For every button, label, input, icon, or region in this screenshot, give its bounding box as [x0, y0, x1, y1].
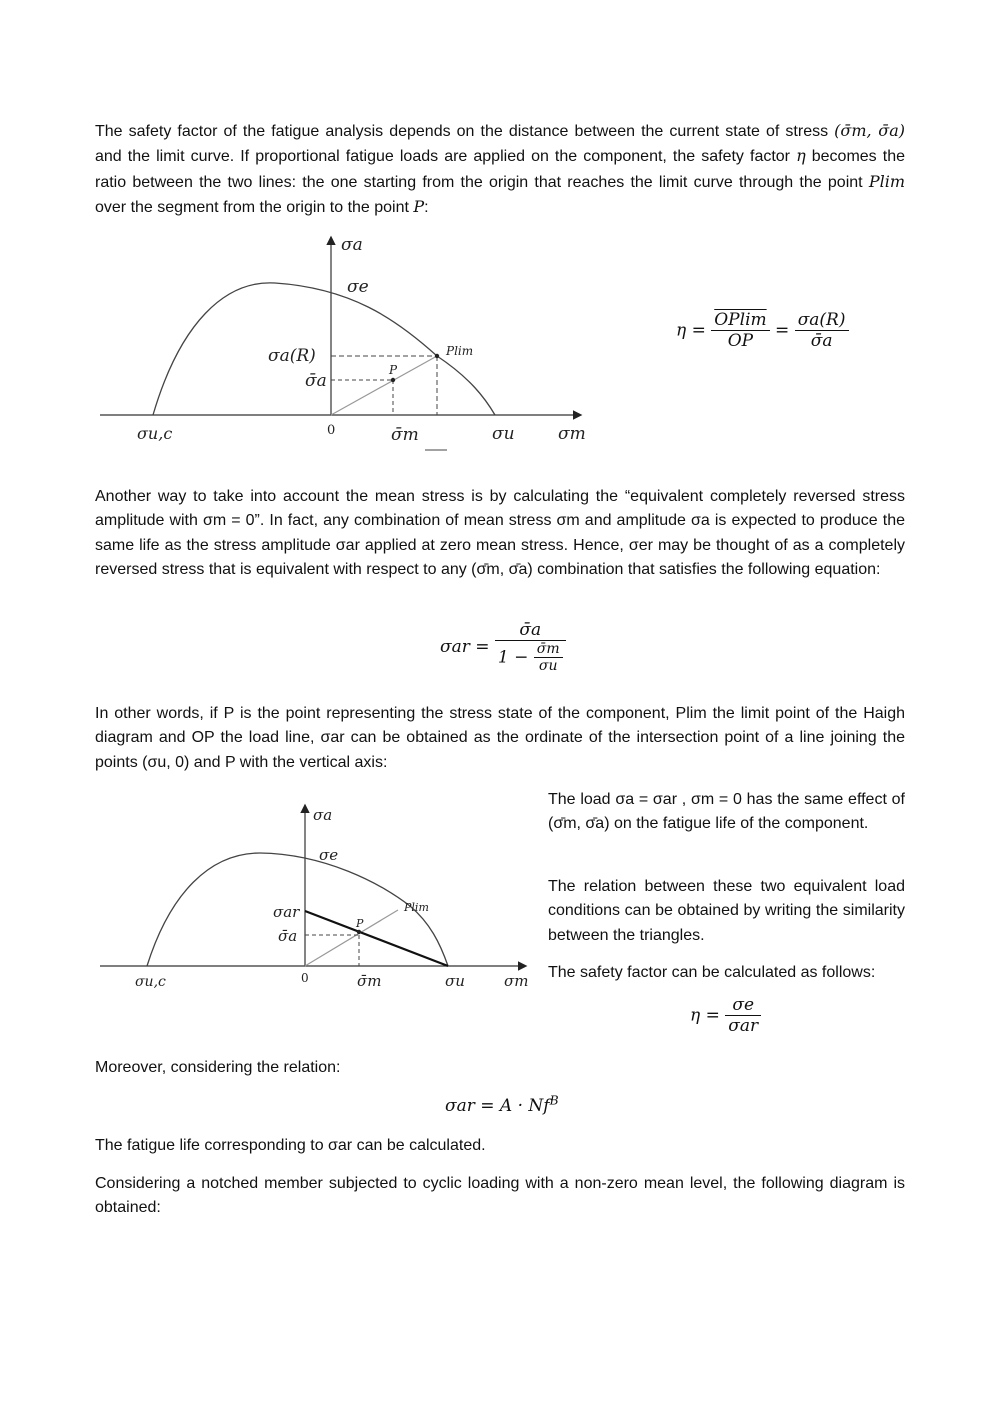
limit-curve — [153, 283, 495, 415]
label-sigma-uc: σu,c — [135, 974, 166, 990]
eq3-num: σe — [725, 995, 761, 1016]
load-line — [331, 356, 437, 415]
eq1-lhs: η = — [676, 320, 706, 341]
side-paragraph-load-equivalence: The load σa = σar , σm = 0 has the same effect of (σ̄m, σ̄a) on the fatigue life of the component. — [548, 791, 905, 833]
eq2-fraction — [495, 620, 566, 674]
point-P — [391, 378, 395, 382]
label-sigma-uc: σu,c — [137, 424, 173, 443]
eq2-lhs: σar = — [440, 637, 490, 657]
paragraph-fatigue-life: The fatigue life corresponding to σar can be calculated. — [95, 1137, 486, 1154]
eq4-text: σar = A · Nf — [445, 1096, 550, 1116]
load-line — [305, 910, 398, 966]
eq2-inner-den: σu — [538, 658, 558, 674]
para1-text-e: : — [424, 198, 429, 216]
point-Plim — [435, 354, 439, 358]
side-paragraph-triangle-similarity: The relation between these two equivalent load conditions can be obtained by writing the similarity between the triangles. — [548, 878, 905, 944]
equation-safety-factor-ratio — [676, 310, 849, 351]
label-Plim: Plim — [446, 344, 474, 358]
plim-symbol: Plim — [868, 171, 905, 191]
label-sigma-m-bar: σ̄m — [391, 425, 419, 445]
haigh-diagram-1 — [95, 228, 595, 458]
label-Plim: Plim — [404, 901, 429, 914]
eq2-one-minus: 1 − — [497, 647, 529, 668]
label-sigma-a-bar: σ̄a — [278, 927, 298, 945]
eq3-den: σar — [728, 1016, 759, 1036]
label-sigma-e: σe — [347, 277, 369, 297]
para1-text-b: and the limit curve. If proportional fatigue loads are applied on the component, the safety factor — [95, 148, 797, 166]
stress-state-symbol: (σ̄m, σ̄a) — [834, 121, 905, 140]
paragraph-notched-member: Considering a notched member subjected to cyclic loading with a non-zero mean level, the following diagram is obtained: — [95, 1175, 905, 1217]
para1-text-c: becomes the ratio between the two lines: the one starting from the origin that reaches the limit curve through the point — [95, 148, 905, 191]
paragraph-moreover: Moreover, considering the relation: — [95, 1059, 341, 1076]
label-sigma-a-R: σa(R) — [268, 346, 316, 366]
label-zero: 0 — [301, 971, 309, 985]
eq1-den1: OP — [727, 331, 754, 351]
eta-symbol: η — [796, 146, 806, 166]
label-P: P — [389, 363, 398, 377]
label-sigma-m-bar: σ̄m — [357, 972, 382, 990]
eq2-inner-fraction — [534, 641, 563, 674]
paragraph-equivalent-stress: Another way to take into account the mean stress is by calculating the “equivalent completely reversed stress amplitude with σm = 0”. In fact, any combination of mean stress σm and amplitude σa is expected to produce the same life as the stress amplitude σar applied at zero mean stress. Hence, σer may be thought of as a completely reversed stress that is equivalent with respect to any (σ̄m, σ̄a) combination that satisfies the following equation: — [95, 488, 905, 578]
equation-sigma-ar — [440, 620, 566, 674]
label-sigma-m: σm — [504, 972, 529, 990]
eq2-inner-num: σ̄m — [534, 641, 563, 658]
eq1-fraction-2 — [795, 310, 849, 351]
para1-text-d: over the segment from the origin to the point — [95, 198, 414, 216]
paragraph-safety-factor-intro — [95, 119, 905, 220]
p-symbol: P — [413, 196, 425, 216]
equation-safety-factor-sigma — [690, 995, 761, 1036]
label-sigma-ar: σar — [273, 903, 300, 921]
haigh-diagram-2 — [95, 798, 540, 998]
eq1-den2: σ̄a — [810, 331, 833, 351]
eq1-fraction-1 — [711, 310, 769, 351]
label-zero: 0 — [327, 423, 336, 438]
label-sigma-u: σu — [492, 424, 515, 444]
para1-text-a: The safety factor of the fatigue analysis depends on the distance between the current state of stress — [95, 123, 835, 140]
side-paragraph-safety-factor: The safety factor can be calculated as follows: — [548, 964, 876, 981]
eq3-lhs: η = — [690, 1005, 720, 1026]
eq1-eq: = — [775, 320, 790, 341]
eq2-num: σ̄a — [495, 620, 566, 641]
label-sigma-e: σe — [319, 846, 339, 864]
eq4-sup: B — [549, 1093, 559, 1108]
label-P: P — [356, 917, 364, 930]
label-sigma-m: σm — [558, 424, 586, 444]
label-sigma-u: σu — [445, 972, 465, 990]
label-sigma-a-bar: σ̄a — [305, 371, 327, 391]
eq1-num2: σa(R) — [795, 310, 849, 331]
equation-basquin — [445, 1093, 559, 1116]
sigma-ar-line — [305, 911, 448, 966]
eq3-fraction — [725, 995, 761, 1036]
paragraph-load-line: In other words, if P is the point representing the stress state of the component, Plim the limit point of the Haigh diagram and OP the load line, σar can be obtained as the ordinate of the intersection point of a line joining the points (σu, 0) and P with the vertical axis: — [95, 705, 905, 771]
label-sigma-a: σa — [341, 235, 363, 255]
eq2-den — [495, 641, 566, 674]
eq1-num1: OPlim — [711, 310, 769, 331]
point-P — [357, 930, 361, 934]
label-sigma-a: σa — [313, 806, 333, 824]
